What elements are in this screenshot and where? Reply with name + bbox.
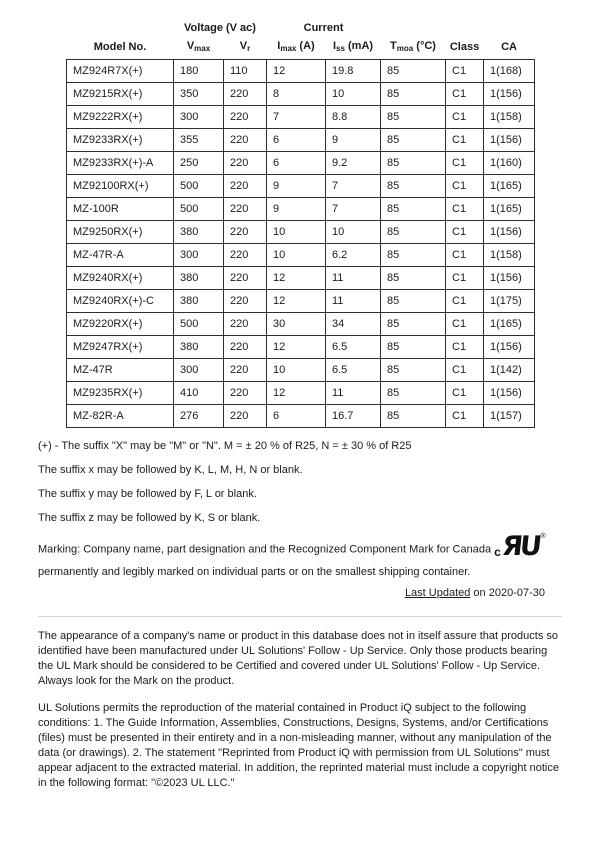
spec-value-cell: 220: [224, 405, 267, 428]
col-header-unit: (mA): [344, 40, 374, 52]
spec-value-cell: 12: [267, 290, 326, 313]
ul-logo-mark: ЯU: [500, 531, 541, 562]
col-header-label: I: [277, 40, 281, 52]
footer-section: [38, 629, 562, 791]
col-header-unit: (°C): [413, 40, 436, 52]
table-row: [67, 83, 535, 106]
spec-value-cell: 380: [174, 267, 224, 290]
spec-value-cell: 85: [381, 382, 446, 405]
spec-value-cell: 6: [267, 152, 326, 175]
col-header-class: [446, 38, 484, 60]
spec-value-cell: 1(142): [484, 359, 535, 382]
marking-text-after: permanently and legibly marked on individual parts or on the smallest shipping container.: [38, 565, 471, 578]
spec-value-cell: 11: [326, 290, 381, 313]
table-row: [67, 382, 535, 405]
table-row: [67, 267, 535, 290]
spec-value-cell: C1: [446, 152, 484, 175]
table-row: [67, 359, 535, 382]
model-no-cell: MZ9247RX(+): [67, 336, 174, 359]
col-header-ca: [484, 38, 535, 60]
spec-value-cell: 1(156): [484, 129, 535, 152]
col-header-label: I: [332, 40, 337, 52]
spec-value-cell: 12: [267, 267, 326, 290]
spec-value-cell: 12: [267, 382, 326, 405]
spec-value-cell: 9: [267, 175, 326, 198]
spec-value-cell: C1: [446, 106, 484, 129]
note-suffix-z: The suffix z may be followed by K, S or blank.: [38, 512, 261, 524]
column-header-row: [67, 38, 535, 60]
spec-value-cell: C1: [446, 175, 484, 198]
spec-value-cell: 9.2: [326, 152, 381, 175]
spec-table: [66, 22, 535, 428]
model-no-cell: MZ-82R-A: [67, 405, 174, 428]
col-header-vmax: [174, 38, 224, 60]
spec-value-cell: 1(165): [484, 198, 535, 221]
spec-value-cell: 1(160): [484, 152, 535, 175]
spec-value-cell: 85: [381, 175, 446, 198]
spec-value-cell: 110: [224, 60, 267, 83]
model-no-cell: MZ9240RX(+)-C: [67, 290, 174, 313]
spec-value-cell: 300: [174, 106, 224, 129]
spec-value-cell: 85: [381, 336, 446, 359]
spec-value-cell: C1: [446, 290, 484, 313]
spec-value-cell: 7: [267, 106, 326, 129]
model-no-cell: MZ9220RX(+): [67, 313, 174, 336]
spec-value-cell: 85: [381, 405, 446, 428]
group-header-current: Current: [303, 22, 344, 34]
table-row: [67, 152, 535, 175]
spec-value-cell: 85: [381, 106, 446, 129]
ul-logo-c-prefix: c: [494, 544, 501, 559]
spec-value-cell: 300: [174, 359, 224, 382]
table-row: [67, 336, 535, 359]
spec-value-cell: 380: [174, 336, 224, 359]
spec-value-cell: 220: [224, 336, 267, 359]
spec-value-cell: 220: [224, 313, 267, 336]
spec-value-cell: 85: [381, 244, 446, 267]
spec-value-cell: 7: [326, 175, 381, 198]
spec-value-cell: 220: [224, 152, 267, 175]
spec-value-cell: 1(158): [484, 106, 535, 129]
spec-value-cell: 220: [224, 221, 267, 244]
model-no-cell: MZ92100RX(+): [67, 175, 174, 198]
spec-value-cell: 1(175): [484, 290, 535, 313]
spec-value-cell: 1(156): [484, 267, 535, 290]
col-header-label: V: [239, 40, 248, 52]
model-no-cell: MZ-100R: [67, 198, 174, 221]
group-header-spacer: [484, 22, 535, 38]
col-header-label: T: [390, 40, 397, 52]
spec-value-cell: 355: [174, 129, 224, 152]
spec-value-cell: 10: [267, 244, 326, 267]
spec-value-cell: 6.5: [326, 336, 381, 359]
spec-value-cell: 85: [381, 221, 446, 244]
spec-value-cell: C1: [446, 359, 484, 382]
footer-divider: [38, 616, 562, 617]
col-header-model-no: [67, 38, 174, 60]
disclaimer-paragraph: The appearance of a company's name or product in this database does not in itself assure that products so identified have been manufactured under UL Solutions' Follow - Up Service. Only those products bearing the UL Mark should be considered to be Certified and covered under UL Solutions' Follow - Up Service. Always look for the Mark on the product.: [38, 629, 559, 687]
note-suffix-x: The suffix x may be followed by K, L, M, H, N or blank.: [38, 464, 303, 476]
spec-value-cell: 500: [174, 198, 224, 221]
spec-value-cell: 250: [174, 152, 224, 175]
model-no-cell: MZ9250RX(+): [67, 221, 174, 244]
table-row: [67, 313, 535, 336]
table-row: [67, 221, 535, 244]
spec-value-cell: 1(157): [484, 405, 535, 428]
spec-value-cell: 220: [224, 267, 267, 290]
spec-value-cell: 85: [381, 313, 446, 336]
spec-value-cell: 85: [381, 267, 446, 290]
spec-value-cell: 380: [174, 290, 224, 313]
spec-table-header: [67, 22, 535, 60]
spec-value-cell: 1(158): [484, 244, 535, 267]
notes-section: [38, 441, 562, 524]
last-updated-link[interactable]: Last Updated: [404, 586, 471, 599]
group-header-spacer: [446, 22, 484, 38]
spec-value-cell: 6.5: [326, 359, 381, 382]
spec-value-cell: 220: [224, 175, 267, 198]
spec-value-cell: 34: [326, 313, 381, 336]
spec-value-cell: C1: [446, 244, 484, 267]
model-no-cell: MZ9240RX(+): [67, 267, 174, 290]
spec-value-cell: 220: [224, 359, 267, 382]
col-header-subscript: ss: [336, 44, 345, 53]
model-no-cell: MZ9233RX(+)-A: [67, 152, 174, 175]
spec-value-cell: 85: [381, 129, 446, 152]
model-no-cell: MZ924R7X(+): [67, 60, 174, 83]
col-header-label: CA: [501, 40, 517, 53]
marking-text-before: Marking: Company name, part designation and the Recognized Component Mark for Canada: [38, 543, 492, 556]
spec-value-cell: 500: [174, 313, 224, 336]
spec-value-cell: 9: [326, 129, 381, 152]
spec-value-cell: 8.8: [326, 106, 381, 129]
table-row: [67, 405, 535, 428]
last-updated-date: on 2020-07-30: [470, 586, 545, 599]
registered-trademark-symbol: ®: [540, 533, 546, 540]
spec-value-cell: C1: [446, 60, 484, 83]
model-no-cell: MZ-47R: [67, 359, 174, 382]
spec-value-cell: 10: [267, 221, 326, 244]
spec-value-cell: 11: [326, 382, 381, 405]
spec-value-cell: C1: [446, 83, 484, 106]
table-row: [67, 129, 535, 152]
spec-value-cell: 6.2: [326, 244, 381, 267]
col-header-subscript: r: [247, 44, 251, 53]
spec-value-cell: 1(165): [484, 175, 535, 198]
note-suffix-y: The suffix y may be followed by F, L or blank.: [38, 488, 257, 500]
spec-value-cell: 220: [224, 382, 267, 405]
col-header-iss: [326, 38, 381, 60]
model-no-cell: MZ-47R-A: [67, 244, 174, 267]
spec-table-container: [66, 22, 534, 428]
group-header-voltage: Voltage (V ac): [184, 22, 256, 34]
group-header-row: [67, 22, 535, 38]
spec-value-cell: 1(156): [484, 382, 535, 405]
spec-value-cell: C1: [446, 405, 484, 428]
model-no-cell: MZ9233RX(+): [67, 129, 174, 152]
spec-value-cell: C1: [446, 313, 484, 336]
spec-value-cell: 1(156): [484, 336, 535, 359]
spec-value-cell: 6: [267, 405, 326, 428]
spec-value-cell: 85: [381, 290, 446, 313]
spec-value-cell: 220: [224, 244, 267, 267]
spec-value-cell: 220: [224, 129, 267, 152]
spec-value-cell: 85: [381, 198, 446, 221]
spec-value-cell: 19.8: [326, 60, 381, 83]
spec-value-cell: C1: [446, 198, 484, 221]
table-row: [67, 175, 535, 198]
spec-value-cell: 10: [326, 83, 381, 106]
col-header-unit: (A): [296, 40, 315, 52]
spec-value-cell: C1: [446, 336, 484, 359]
spec-value-cell: 9: [267, 198, 326, 221]
spec-value-cell: C1: [446, 267, 484, 290]
spec-value-cell: 11: [326, 267, 381, 290]
col-header-label: V: [186, 40, 195, 52]
spec-value-cell: 10: [326, 221, 381, 244]
spec-value-cell: 85: [381, 152, 446, 175]
spec-value-cell: 220: [224, 198, 267, 221]
spec-value-cell: 30: [267, 313, 326, 336]
ul-recognized-component-canada-icon: [494, 531, 546, 562]
last-updated-line: [38, 587, 562, 599]
spec-value-cell: 16.7: [326, 405, 381, 428]
spec-value-cell: 276: [174, 405, 224, 428]
col-header-label: Model No.: [93, 40, 147, 53]
group-header-spacer: [381, 22, 446, 38]
group-header-spacer: [67, 22, 174, 38]
model-no-cell: MZ9235RX(+): [67, 382, 174, 405]
spec-value-cell: 220: [224, 83, 267, 106]
model-no-cell: MZ9222RX(+): [67, 106, 174, 129]
table-row: [67, 60, 535, 83]
table-row: [67, 198, 535, 221]
spec-value-cell: C1: [446, 221, 484, 244]
spec-value-cell: 12: [267, 336, 326, 359]
spec-value-cell: 85: [381, 83, 446, 106]
spec-value-cell: 410: [174, 382, 224, 405]
col-header-label: Class: [449, 40, 480, 53]
col-header-subscript: moa: [396, 44, 414, 53]
spec-value-cell: C1: [446, 382, 484, 405]
spec-value-cell: 85: [381, 60, 446, 83]
table-row: [67, 290, 535, 313]
spec-value-cell: 7: [326, 198, 381, 221]
table-row: [67, 106, 535, 129]
spec-value-cell: 8: [267, 83, 326, 106]
spec-table-body: [67, 60, 535, 428]
table-row: [67, 244, 535, 267]
col-header-vr: [224, 38, 267, 60]
col-header-subscript: max: [194, 44, 211, 53]
spec-value-cell: 220: [224, 290, 267, 313]
spec-value-cell: 1(165): [484, 313, 535, 336]
marking-paragraph: [38, 531, 562, 583]
col-header-tmoa: [381, 38, 446, 60]
spec-value-cell: 180: [174, 60, 224, 83]
reproduction-terms-paragraph: UL Solutions permits the reproduction of the material contained in Product iQ subject to the following conditions: 1. The Guide Information, Assemblies, Constructions, Designs, Systems, and/or Certifications (files) must be presented in their entirety and in a non-misleading manner, without any manipulation of the data (or drawings). 2. The statement "Reprinted from Product iQ with permission from UL Solutions" must appear adjacent to the extracted material. In addition, the reprinted material must include a copyright notice in the following format: "©2023 UL LLC.": [38, 701, 559, 789]
note-suffix-x-tolerance: (+) - The suffix "X" may be "M" or "N". M = ± 20 % of R25, N = ± 30 % of R25: [38, 440, 412, 452]
spec-value-cell: 350: [174, 83, 224, 106]
spec-value-cell: C1: [446, 129, 484, 152]
spec-value-cell: 1(168): [484, 60, 535, 83]
spec-value-cell: 220: [224, 106, 267, 129]
spec-value-cell: 500: [174, 175, 224, 198]
spec-value-cell: 300: [174, 244, 224, 267]
spec-value-cell: 12: [267, 60, 326, 83]
spec-value-cell: 380: [174, 221, 224, 244]
spec-value-cell: 85: [381, 359, 446, 382]
col-header-subscript: max: [280, 44, 297, 53]
spec-value-cell: 6: [267, 129, 326, 152]
spec-value-cell: 10: [267, 359, 326, 382]
col-header-imax: [267, 38, 326, 60]
spec-value-cell: 1(156): [484, 83, 535, 106]
spec-value-cell: 1(156): [484, 221, 535, 244]
model-no-cell: MZ9215RX(+): [67, 83, 174, 106]
